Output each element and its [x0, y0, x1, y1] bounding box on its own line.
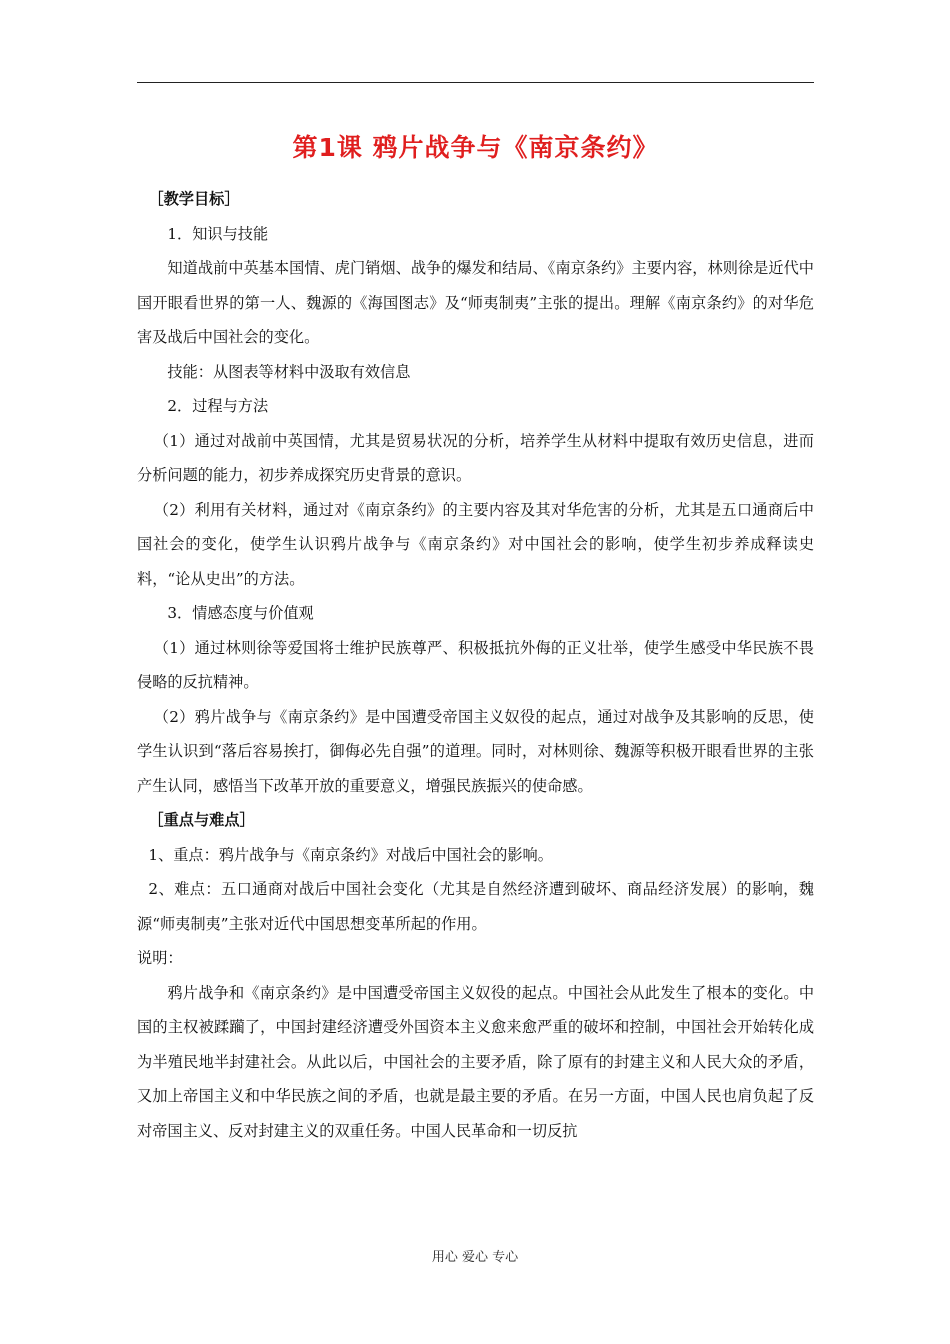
- paragraph: 2、难点：五口通商对战后中国社会变化（尤其是自然经济遭到破坏、商品经济发展）的影响，魏源“师夷制夷”主张对近代中国思想变革所起的作用。: [137, 880, 814, 933]
- paragraph: （2）利用有关材料，通过对《南京条约》的主要内容及其对华危害的分析，尤其是五口通商后中国社会的变化，使学生认识鸦片战争与《南京条约》对中国社会的影响，使学生初步养成释读史料，“论从史出”的方法。: [137, 500, 814, 588]
- paragraph: 鸦片战争和《南京条约》是中国遭受帝国主义奴役的起点。中国社会从此发生了根本的变化。中国的主权被蹂躏了，中国封建经济遭受外国资本主义愈来愈严重的破坏和控制，中国社会开始转化成为半殖民地半封建社会。从此以后，中国社会的主要矛盾，除了原有的封建主义和人民大众的矛盾，又加上帝国主义和中华民族之间的矛盾，也就是最主要的矛盾。在另一方面，中国人民也肩负起了反对帝国主义、反对封建主义的双重任务。中国人民革命和一切反抗: [137, 983, 814, 1140]
- paragraph: （2）鸦片战争与《南京条约》是中国遭受帝国主义奴役的起点，通过对战争及其影响的反思，使学生认识到“落后容易挨打，御侮必先自强”的道理。同时，对林则徐、魏源等积极开眼看世界的主张产生认同，感悟当下改革开放的重要意义，增强民族振兴的使命感。: [137, 707, 814, 795]
- subheading-process: 2．过程与方法: [167, 397, 269, 415]
- section-heading-objectives: ［教学目标］: [148, 190, 240, 208]
- header-rule: [137, 82, 814, 83]
- document-body: [137, 182, 814, 1148]
- section-heading-key-points: ［重点与难点］: [148, 811, 255, 829]
- page-title: 第1课 鸦片战争与《南京条约》: [292, 133, 659, 162]
- paragraph: 技能：从图表等材料中汲取有效信息: [167, 362, 411, 381]
- paragraph: （1）通过林则徐等爱国将士维护民族尊严、积极抵抗外侮的正义壮举，使学生感受中华民族不畏侵略的反抗精神。: [137, 638, 814, 691]
- paragraph: 1、重点：鸦片战争与《南京条约》对战后中国社会的影响。: [148, 845, 553, 864]
- paragraph: 知道战前中英基本国情、虎门销烟、战争的爆发和结局、《南京条约》主要内容，林则徐是近代中国开眼看世界的第一人、魏源的《海国图志》及“师夷制夷”主张的提出。理解《南京条约》的对华危害及战后中国社会的变化。: [137, 259, 814, 346]
- subheading-values: 3．情感态度与价值观: [167, 604, 314, 622]
- subheading-knowledge: 1．知识与技能: [167, 224, 269, 243]
- page-footer: 用心 爱心 专心: [431, 1250, 519, 1265]
- section-heading-notes: 说明：: [137, 949, 183, 967]
- paragraph: （1）通过对战前中英国情，尤其是贸易状况的分析，培养学生从材料中提取有效历史信息，进而分析问题的能力，初步养成探究历史背景的意识。: [137, 431, 814, 484]
